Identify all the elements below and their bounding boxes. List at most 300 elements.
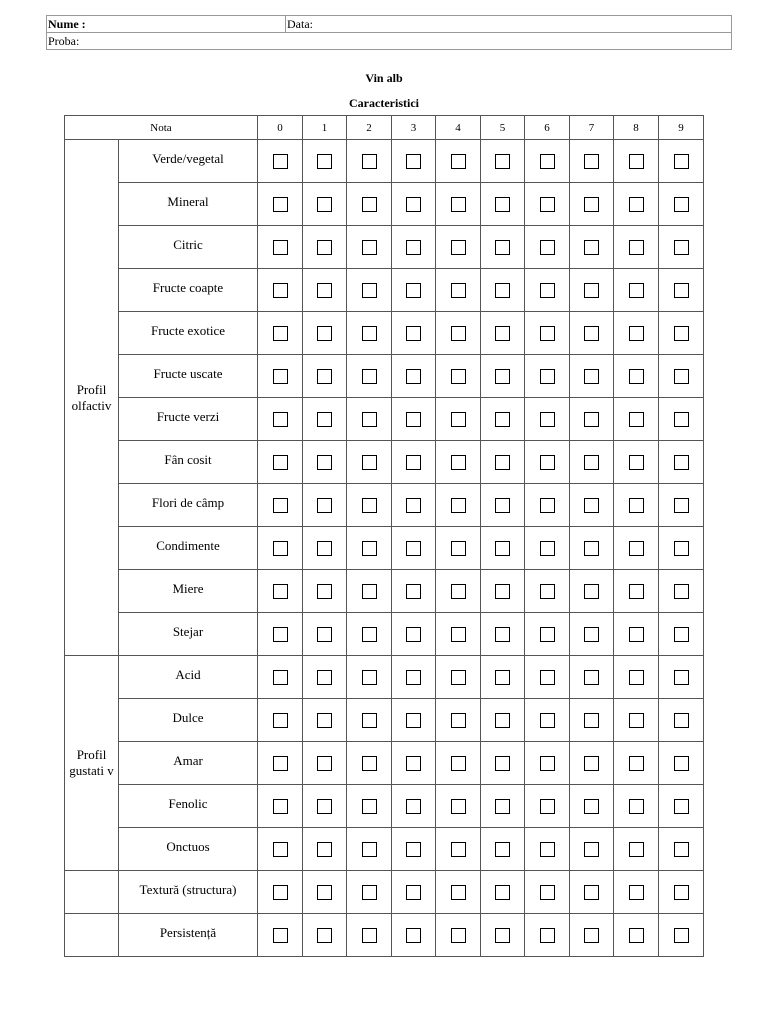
score-cell bbox=[614, 656, 659, 699]
score-checkbox-4[interactable] bbox=[451, 885, 466, 900]
score-cell bbox=[659, 484, 704, 527]
score-checkbox-1[interactable] bbox=[317, 498, 332, 513]
attribute-label: Verde/vegetal bbox=[119, 140, 258, 183]
score-checkbox-0[interactable] bbox=[273, 541, 288, 556]
score-checkbox-7[interactable] bbox=[584, 670, 599, 685]
score-cell bbox=[436, 226, 481, 269]
score-checkbox-1[interactable] bbox=[317, 240, 332, 255]
score-checkbox-2[interactable] bbox=[362, 842, 377, 857]
score-checkbox-4[interactable] bbox=[451, 713, 466, 728]
score-cell bbox=[570, 183, 614, 226]
score-cell bbox=[347, 140, 392, 183]
score-checkbox-9[interactable] bbox=[674, 197, 689, 212]
score-checkbox-6[interactable] bbox=[540, 412, 555, 427]
group-label: Profil olfactiv bbox=[65, 140, 119, 656]
score-checkbox-3[interactable] bbox=[406, 412, 421, 427]
score-checkbox-6[interactable] bbox=[540, 498, 555, 513]
score-checkbox-9[interactable] bbox=[674, 154, 689, 169]
score-checkbox-5[interactable] bbox=[495, 455, 510, 470]
score-checkbox-9[interactable] bbox=[674, 584, 689, 599]
score-checkbox-7[interactable] bbox=[584, 584, 599, 599]
score-checkbox-5[interactable] bbox=[495, 498, 510, 513]
score-checkbox-6[interactable] bbox=[540, 756, 555, 771]
score-checkbox-0[interactable] bbox=[273, 455, 288, 470]
score-cell bbox=[659, 871, 704, 914]
score-checkbox-2[interactable] bbox=[362, 498, 377, 513]
score-checkbox-6[interactable] bbox=[540, 627, 555, 642]
score-checkbox-8[interactable] bbox=[629, 369, 644, 384]
score-cell bbox=[436, 398, 481, 441]
score-checkbox-6[interactable] bbox=[540, 283, 555, 298]
score-checkbox-4[interactable] bbox=[451, 455, 466, 470]
score-checkbox-5[interactable] bbox=[495, 197, 510, 212]
score-cell bbox=[570, 226, 614, 269]
score-cell bbox=[303, 527, 347, 570]
score-checkbox-7[interactable] bbox=[584, 842, 599, 857]
score-checkbox-4[interactable] bbox=[451, 842, 466, 857]
score-checkbox-6[interactable] bbox=[540, 842, 555, 857]
score-checkbox-4[interactable] bbox=[451, 928, 466, 943]
score-checkbox-5[interactable] bbox=[495, 885, 510, 900]
score-cell bbox=[392, 226, 436, 269]
score-checkbox-2[interactable] bbox=[362, 885, 377, 900]
score-checkbox-3[interactable] bbox=[406, 842, 421, 857]
score-checkbox-2[interactable] bbox=[362, 928, 377, 943]
score-cell bbox=[347, 484, 392, 527]
score-checkbox-8[interactable] bbox=[629, 885, 644, 900]
score-checkbox-2[interactable] bbox=[362, 756, 377, 771]
score-checkbox-2[interactable] bbox=[362, 197, 377, 212]
score-cell bbox=[614, 140, 659, 183]
score-checkbox-6[interactable] bbox=[540, 670, 555, 685]
group-label bbox=[65, 914, 119, 957]
score-cell bbox=[347, 312, 392, 355]
score-checkbox-0[interactable] bbox=[273, 197, 288, 212]
score-cell bbox=[481, 828, 525, 871]
attribute-label: Textură (structura) bbox=[119, 871, 258, 914]
score-checkbox-0[interactable] bbox=[273, 627, 288, 642]
score-checkbox-5[interactable] bbox=[495, 627, 510, 642]
score-checkbox-1[interactable] bbox=[317, 541, 332, 556]
score-checkbox-2[interactable] bbox=[362, 154, 377, 169]
score-checkbox-3[interactable] bbox=[406, 498, 421, 513]
score-checkbox-4[interactable] bbox=[451, 541, 466, 556]
score-checkbox-0[interactable] bbox=[273, 584, 288, 599]
score-checkbox-6[interactable] bbox=[540, 326, 555, 341]
score-cell bbox=[481, 742, 525, 785]
score-checkbox-9[interactable] bbox=[674, 842, 689, 857]
score-cell bbox=[614, 183, 659, 226]
score-cell bbox=[525, 699, 570, 742]
score-checkbox-0[interactable] bbox=[273, 670, 288, 685]
score-checkbox-1[interactable] bbox=[317, 584, 332, 599]
score-cell bbox=[303, 269, 347, 312]
score-cell bbox=[614, 699, 659, 742]
score-checkbox-9[interactable] bbox=[674, 627, 689, 642]
score-cell bbox=[659, 828, 704, 871]
score-checkbox-5[interactable] bbox=[495, 584, 510, 599]
score-checkbox-6[interactable] bbox=[540, 369, 555, 384]
score-checkbox-8[interactable] bbox=[629, 670, 644, 685]
score-checkbox-8[interactable] bbox=[629, 928, 644, 943]
score-checkbox-6[interactable] bbox=[540, 885, 555, 900]
score-checkbox-3[interactable] bbox=[406, 154, 421, 169]
score-checkbox-6[interactable] bbox=[540, 154, 555, 169]
score-checkbox-8[interactable] bbox=[629, 756, 644, 771]
score-cell bbox=[258, 398, 303, 441]
date-label: Data: bbox=[287, 16, 313, 31]
score-checkbox-1[interactable] bbox=[317, 713, 332, 728]
score-checkbox-1[interactable] bbox=[317, 369, 332, 384]
score-checkbox-7[interactable] bbox=[584, 541, 599, 556]
score-checkbox-0[interactable] bbox=[273, 842, 288, 857]
score-cell bbox=[258, 914, 303, 957]
score-checkbox-3[interactable] bbox=[406, 928, 421, 943]
score-checkbox-2[interactable] bbox=[362, 670, 377, 685]
attribute-label: Stejar bbox=[119, 613, 258, 656]
name-field[interactable] bbox=[47, 16, 286, 33]
score-checkbox-1[interactable] bbox=[317, 326, 332, 341]
score-checkbox-0[interactable] bbox=[273, 885, 288, 900]
score-checkbox-4[interactable] bbox=[451, 283, 466, 298]
score-checkbox-3[interactable] bbox=[406, 369, 421, 384]
score-cell bbox=[570, 742, 614, 785]
score-cell bbox=[347, 656, 392, 699]
score-checkbox-5[interactable] bbox=[495, 756, 510, 771]
score-checkbox-3[interactable] bbox=[406, 756, 421, 771]
score-cell bbox=[258, 570, 303, 613]
attribute-label: Condimente bbox=[119, 527, 258, 570]
score-checkbox-7[interactable] bbox=[584, 240, 599, 255]
sample-field[interactable] bbox=[47, 33, 732, 50]
table-row bbox=[65, 613, 704, 656]
score-checkbox-0[interactable] bbox=[273, 240, 288, 255]
score-checkbox-4[interactable] bbox=[451, 799, 466, 814]
score-checkbox-8[interactable] bbox=[629, 326, 644, 341]
score-cell bbox=[481, 785, 525, 828]
score-cell bbox=[303, 613, 347, 656]
score-cell bbox=[258, 613, 303, 656]
score-cell bbox=[659, 269, 704, 312]
score-checkbox-7[interactable] bbox=[584, 799, 599, 814]
score-cell bbox=[303, 742, 347, 785]
score-header-row bbox=[65, 116, 704, 140]
score-checkbox-4[interactable] bbox=[451, 326, 466, 341]
score-checkbox-1[interactable] bbox=[317, 799, 332, 814]
score-checkbox-0[interactable] bbox=[273, 498, 288, 513]
score-checkbox-0[interactable] bbox=[273, 154, 288, 169]
score-cell bbox=[303, 140, 347, 183]
score-cell bbox=[570, 785, 614, 828]
score-checkbox-6[interactable] bbox=[540, 240, 555, 255]
score-checkbox-1[interactable] bbox=[317, 412, 332, 427]
score-cell bbox=[258, 656, 303, 699]
score-checkbox-3[interactable] bbox=[406, 885, 421, 900]
score-cell bbox=[347, 742, 392, 785]
score-checkbox-2[interactable] bbox=[362, 799, 377, 814]
score-checkbox-3[interactable] bbox=[406, 283, 421, 298]
score-checkbox-1[interactable] bbox=[317, 928, 332, 943]
score-cell bbox=[436, 871, 481, 914]
score-checkbox-3[interactable] bbox=[406, 799, 421, 814]
score-checkbox-0[interactable] bbox=[273, 756, 288, 771]
score-checkbox-1[interactable] bbox=[317, 283, 332, 298]
score-checkbox-1[interactable] bbox=[317, 670, 332, 685]
score-cell bbox=[436, 613, 481, 656]
score-checkbox-2[interactable] bbox=[362, 455, 377, 470]
score-checkbox-1[interactable] bbox=[317, 627, 332, 642]
score-checkbox-4[interactable] bbox=[451, 584, 466, 599]
score-checkbox-0[interactable] bbox=[273, 928, 288, 943]
score-checkbox-0[interactable] bbox=[273, 283, 288, 298]
score-cell bbox=[614, 269, 659, 312]
score-cell bbox=[525, 871, 570, 914]
score-checkbox-6[interactable] bbox=[540, 584, 555, 599]
score-checkbox-3[interactable] bbox=[406, 627, 421, 642]
score-checkbox-7[interactable] bbox=[584, 498, 599, 513]
score-checkbox-6[interactable] bbox=[540, 713, 555, 728]
score-checkbox-4[interactable] bbox=[451, 412, 466, 427]
score-header-6: 6 bbox=[525, 116, 570, 140]
score-cell bbox=[392, 742, 436, 785]
score-checkbox-4[interactable] bbox=[451, 627, 466, 642]
score-checkbox-1[interactable] bbox=[317, 197, 332, 212]
score-checkbox-7[interactable] bbox=[584, 197, 599, 212]
score-cell bbox=[481, 699, 525, 742]
score-cell bbox=[659, 226, 704, 269]
score-cell bbox=[436, 441, 481, 484]
score-cell bbox=[303, 183, 347, 226]
score-cell bbox=[436, 527, 481, 570]
score-cell bbox=[570, 398, 614, 441]
score-header-1: 1 bbox=[303, 116, 347, 140]
score-checkbox-4[interactable] bbox=[451, 670, 466, 685]
document-title: Vin alb bbox=[365, 71, 403, 85]
score-checkbox-7[interactable] bbox=[584, 885, 599, 900]
score-cell bbox=[659, 183, 704, 226]
score-checkbox-1[interactable] bbox=[317, 154, 332, 169]
score-checkbox-0[interactable] bbox=[273, 412, 288, 427]
score-checkbox-4[interactable] bbox=[451, 756, 466, 771]
score-checkbox-9[interactable] bbox=[674, 240, 689, 255]
score-cell bbox=[614, 441, 659, 484]
score-checkbox-9[interactable] bbox=[674, 283, 689, 298]
score-checkbox-3[interactable] bbox=[406, 240, 421, 255]
score-cell bbox=[303, 914, 347, 957]
score-checkbox-5[interactable] bbox=[495, 154, 510, 169]
score-checkbox-6[interactable] bbox=[540, 799, 555, 814]
score-checkbox-7[interactable] bbox=[584, 756, 599, 771]
score-checkbox-2[interactable] bbox=[362, 283, 377, 298]
score-cell bbox=[614, 742, 659, 785]
score-checkbox-8[interactable] bbox=[629, 627, 644, 642]
score-cell bbox=[525, 226, 570, 269]
score-cell bbox=[392, 656, 436, 699]
score-cell bbox=[392, 570, 436, 613]
attribute-label: Amar bbox=[119, 742, 258, 785]
score-checkbox-4[interactable] bbox=[451, 154, 466, 169]
score-checkbox-3[interactable] bbox=[406, 670, 421, 685]
score-cell bbox=[525, 398, 570, 441]
score-checkbox-8[interactable] bbox=[629, 799, 644, 814]
score-cell bbox=[392, 785, 436, 828]
score-checkbox-8[interactable] bbox=[629, 842, 644, 857]
score-cell bbox=[303, 398, 347, 441]
score-checkbox-8[interactable] bbox=[629, 541, 644, 556]
score-checkbox-8[interactable] bbox=[629, 455, 644, 470]
score-checkbox-8[interactable] bbox=[629, 240, 644, 255]
score-checkbox-9[interactable] bbox=[674, 713, 689, 728]
table-row bbox=[65, 656, 704, 699]
score-checkbox-7[interactable] bbox=[584, 928, 599, 943]
score-checkbox-1[interactable] bbox=[317, 455, 332, 470]
score-checkbox-0[interactable] bbox=[273, 713, 288, 728]
score-header-4: 4 bbox=[436, 116, 481, 140]
score-checkbox-9[interactable] bbox=[674, 412, 689, 427]
score-checkbox-3[interactable] bbox=[406, 713, 421, 728]
score-checkbox-6[interactable] bbox=[540, 197, 555, 212]
score-checkbox-9[interactable] bbox=[674, 885, 689, 900]
score-checkbox-6[interactable] bbox=[540, 541, 555, 556]
attribute-label: Fructe exotice bbox=[119, 312, 258, 355]
score-checkbox-7[interactable] bbox=[584, 412, 599, 427]
score-checkbox-5[interactable] bbox=[495, 369, 510, 384]
score-cell bbox=[258, 699, 303, 742]
score-checkbox-3[interactable] bbox=[406, 197, 421, 212]
score-checkbox-4[interactable] bbox=[451, 498, 466, 513]
score-checkbox-1[interactable] bbox=[317, 842, 332, 857]
score-checkbox-1[interactable] bbox=[317, 885, 332, 900]
score-checkbox-4[interactable] bbox=[451, 240, 466, 255]
score-checkbox-0[interactable] bbox=[273, 799, 288, 814]
score-checkbox-7[interactable] bbox=[584, 283, 599, 298]
score-cell bbox=[258, 269, 303, 312]
score-cell bbox=[347, 828, 392, 871]
score-checkbox-2[interactable] bbox=[362, 584, 377, 599]
score-checkbox-3[interactable] bbox=[406, 326, 421, 341]
score-checkbox-2[interactable] bbox=[362, 240, 377, 255]
table-row bbox=[65, 140, 704, 183]
evaluation-table bbox=[64, 115, 704, 957]
score-checkbox-9[interactable] bbox=[674, 756, 689, 771]
score-header-7: 7 bbox=[570, 116, 614, 140]
score-checkbox-2[interactable] bbox=[362, 369, 377, 384]
score-checkbox-8[interactable] bbox=[629, 283, 644, 298]
score-checkbox-3[interactable] bbox=[406, 541, 421, 556]
attribute-label: Miere bbox=[119, 570, 258, 613]
score-header-0: 0 bbox=[258, 116, 303, 140]
score-checkbox-7[interactable] bbox=[584, 713, 599, 728]
score-checkbox-9[interactable] bbox=[674, 326, 689, 341]
score-checkbox-9[interactable] bbox=[674, 369, 689, 384]
score-checkbox-8[interactable] bbox=[629, 412, 644, 427]
score-checkbox-5[interactable] bbox=[495, 799, 510, 814]
table-row bbox=[65, 570, 704, 613]
score-checkbox-0[interactable] bbox=[273, 326, 288, 341]
score-header-9: 9 bbox=[659, 116, 704, 140]
score-checkbox-9[interactable] bbox=[674, 455, 689, 470]
score-checkbox-2[interactable] bbox=[362, 326, 377, 341]
score-checkbox-3[interactable] bbox=[406, 455, 421, 470]
score-checkbox-8[interactable] bbox=[629, 713, 644, 728]
score-cell bbox=[525, 140, 570, 183]
attribute-label: Flori de câmp bbox=[119, 484, 258, 527]
score-checkbox-0[interactable] bbox=[273, 369, 288, 384]
score-checkbox-9[interactable] bbox=[674, 670, 689, 685]
score-checkbox-2[interactable] bbox=[362, 412, 377, 427]
attribute-label: Fenolic bbox=[119, 785, 258, 828]
score-checkbox-7[interactable] bbox=[584, 326, 599, 341]
score-checkbox-8[interactable] bbox=[629, 197, 644, 212]
score-checkbox-5[interactable] bbox=[495, 713, 510, 728]
score-checkbox-5[interactable] bbox=[495, 240, 510, 255]
score-cell bbox=[481, 269, 525, 312]
score-cell bbox=[303, 570, 347, 613]
score-cell bbox=[436, 699, 481, 742]
score-cell bbox=[525, 742, 570, 785]
attribute-label: Onctuos bbox=[119, 828, 258, 871]
score-checkbox-8[interactable] bbox=[629, 498, 644, 513]
score-cell bbox=[436, 828, 481, 871]
score-checkbox-9[interactable] bbox=[674, 498, 689, 513]
score-checkbox-7[interactable] bbox=[584, 154, 599, 169]
score-checkbox-2[interactable] bbox=[362, 713, 377, 728]
score-checkbox-9[interactable] bbox=[674, 541, 689, 556]
score-cell bbox=[525, 484, 570, 527]
score-cell bbox=[347, 570, 392, 613]
score-cell bbox=[481, 527, 525, 570]
score-checkbox-5[interactable] bbox=[495, 283, 510, 298]
score-cell bbox=[659, 785, 704, 828]
score-cell bbox=[303, 441, 347, 484]
score-checkbox-5[interactable] bbox=[495, 412, 510, 427]
score-cell bbox=[436, 570, 481, 613]
score-checkbox-8[interactable] bbox=[629, 584, 644, 599]
score-checkbox-6[interactable] bbox=[540, 928, 555, 943]
score-cell bbox=[392, 183, 436, 226]
score-checkbox-8[interactable] bbox=[629, 154, 644, 169]
score-cell bbox=[614, 226, 659, 269]
score-checkbox-4[interactable] bbox=[451, 197, 466, 212]
score-checkbox-7[interactable] bbox=[584, 455, 599, 470]
score-checkbox-4[interactable] bbox=[451, 369, 466, 384]
score-checkbox-3[interactable] bbox=[406, 584, 421, 599]
group-label bbox=[65, 871, 119, 914]
score-cell bbox=[347, 183, 392, 226]
table-row bbox=[65, 398, 704, 441]
score-checkbox-5[interactable] bbox=[495, 842, 510, 857]
score-checkbox-5[interactable] bbox=[495, 670, 510, 685]
score-cell bbox=[659, 914, 704, 957]
score-cell bbox=[392, 699, 436, 742]
score-cell bbox=[659, 656, 704, 699]
score-checkbox-9[interactable] bbox=[674, 799, 689, 814]
score-checkbox-2[interactable] bbox=[362, 627, 377, 642]
score-checkbox-5[interactable] bbox=[495, 326, 510, 341]
score-cell bbox=[436, 312, 481, 355]
date-field[interactable] bbox=[286, 16, 732, 33]
attribute-label: Persistență bbox=[119, 914, 258, 957]
score-checkbox-5[interactable] bbox=[495, 928, 510, 943]
score-cell bbox=[481, 914, 525, 957]
score-checkbox-2[interactable] bbox=[362, 541, 377, 556]
score-checkbox-9[interactable] bbox=[674, 928, 689, 943]
score-checkbox-1[interactable] bbox=[317, 756, 332, 771]
score-checkbox-7[interactable] bbox=[584, 627, 599, 642]
score-checkbox-5[interactable] bbox=[495, 541, 510, 556]
score-checkbox-7[interactable] bbox=[584, 369, 599, 384]
score-checkbox-6[interactable] bbox=[540, 455, 555, 470]
